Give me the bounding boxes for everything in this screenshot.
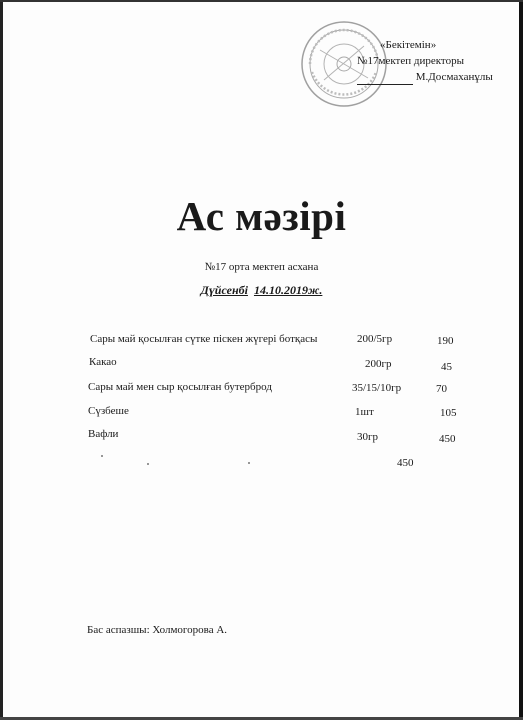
menu-item-portion: 200гр [365, 358, 392, 370]
menu-date-line [0, 283, 523, 298]
menu-date: 14.10.2019ж. [253, 283, 323, 297]
approval-role: №17мектеп директоры [357, 55, 464, 67]
menu-total: 450 [397, 457, 414, 469]
menu-item-price: 105 [440, 407, 457, 419]
approval-signer-line [357, 70, 493, 85]
scan-speck [248, 462, 250, 464]
head-chef-signature: Бас аспазшы: Холмогорова А. [87, 624, 228, 636]
menu-item-price: 45 [441, 361, 452, 373]
menu-item-name: Сүзбеше [88, 405, 129, 417]
menu-item-portion: 200/5гр [357, 333, 393, 345]
menu-item-price: 190 [437, 335, 454, 347]
scan-edge-left [0, 0, 3, 720]
scan-edge-right [519, 0, 523, 720]
approval-title: «Бекітемін» [380, 39, 437, 51]
menu-item-name: Сары май қосылған сүтке піскен жүгері ботқасы [90, 333, 318, 345]
page-subtitle: №17 орта мектеп асхана [204, 261, 319, 273]
approval-signer-name: М.Досмаханұлы [415, 71, 493, 83]
page-title: Ас мәзірі [176, 193, 347, 239]
menu-item-name: Сары май мен сыр қосылған бутерброд [88, 381, 272, 393]
scan-speck [101, 455, 103, 457]
scan-edge-top [0, 0, 523, 2]
menu-item-portion: 30гр [357, 431, 379, 443]
menu-item-name: Вафли [88, 428, 119, 440]
menu-day: Дүйсенбі [200, 283, 248, 297]
menu-item-name: Какао [89, 356, 117, 368]
signature-line [357, 74, 413, 85]
scan-speck [147, 463, 149, 465]
menu-item-price: 450 [439, 433, 456, 445]
menu-item-portion: 35/15/10гр [352, 382, 402, 394]
menu-item-portion: 1шт [355, 406, 374, 418]
menu-item-price: 70 [436, 383, 447, 395]
